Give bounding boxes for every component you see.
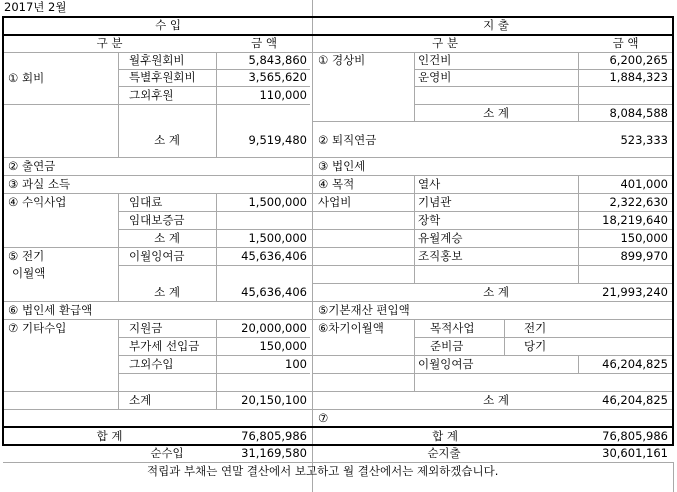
expense-period-value: 당기	[524, 339, 547, 353]
income-item-amount: 150,000	[259, 339, 307, 353]
expense-subtotal-amount: 21,993,240	[602, 285, 668, 299]
income-subtotal-amount: 9,519,480	[248, 133, 307, 147]
income-col-amount: 금 액	[251, 36, 277, 50]
net-expense-amount: 30,601,161	[602, 446, 668, 460]
expense-item-amount: 899,970	[620, 249, 668, 263]
expense-operating-label: ① 경상비	[318, 53, 366, 67]
expense-item-name: 기념관	[418, 195, 452, 209]
income-subtotal-label: 소 계	[154, 285, 180, 299]
income-subtotal-label: 소계	[129, 393, 152, 407]
income-other-label: ⑦ 기타수입	[8, 321, 67, 335]
income-interest-label: ③ 과실 소득	[8, 177, 71, 191]
expense-item-name: 인건비	[418, 53, 452, 67]
income-carryover-label: ⑤ 전기	[8, 249, 45, 263]
expense-seventh-label: ⑦	[318, 411, 329, 425]
expense-subtotal-label: 소 계	[483, 106, 509, 120]
expense-endowment-label: ⑤기본재산 편입액	[318, 303, 410, 317]
expense-subtotal-label: 소 계	[483, 393, 509, 407]
income-business-label: ④ 수익사업	[8, 195, 67, 209]
expense-col-category: 구 분	[432, 36, 458, 50]
net-expense-label: 순지출	[427, 446, 461, 460]
net-income-label: 순수입	[150, 446, 184, 460]
income-contribution-label: ② 출연금	[8, 159, 56, 173]
expense-item-name: 운영비	[418, 70, 452, 84]
income-item-name: 지원금	[129, 321, 163, 335]
income-item-amount: 5,843,860	[248, 53, 307, 67]
income-item-amount: 1,500,000	[248, 195, 307, 209]
expense-item-amount: 46,204,825	[602, 357, 668, 371]
income-item-name: 임대료	[129, 195, 163, 209]
income-tax-refund-label: ⑥ 법인세 환급액	[8, 303, 93, 317]
income-subtotal-amount: 20,150,100	[241, 393, 307, 407]
expense-period-value: 전기	[524, 321, 547, 335]
expense-corp-tax-label: ③ 법인세	[318, 159, 366, 173]
income-item-amount: 100	[285, 357, 307, 371]
expense-item-name: 목적사업	[430, 321, 475, 335]
income-item-name: 그외수입	[129, 357, 174, 371]
expense-purpose-label-2: 사업비	[318, 195, 352, 209]
expense-item-amount: 1,884,323	[609, 70, 668, 84]
net-income-amount: 31,169,580	[241, 446, 307, 460]
expense-item-amount: 6,200,265	[609, 53, 668, 67]
income-item-name: 월후원회비	[129, 53, 185, 67]
income-col-category: 구 분	[96, 36, 123, 50]
expense-item-amount: 150,000	[620, 231, 668, 245]
expense-header: 지 출	[483, 18, 509, 32]
income-item-name: 특별후원회비	[129, 70, 196, 84]
income-item-name: 그외후원	[129, 88, 174, 102]
expense-retirement-label: ② 퇴직연금	[318, 133, 377, 147]
expense-retirement-amount: 523,333	[620, 133, 668, 147]
expense-item-amount: 401,000	[620, 177, 668, 191]
income-subtotal-label: 소 계	[154, 133, 180, 147]
income-total-amount: 76,805,986	[241, 429, 307, 443]
footnote: 적립과 부채는 연말 결산에서 보고하고 월 결산에서는 제외하겠습니다.	[147, 464, 499, 478]
income-header: 수 입	[155, 18, 181, 32]
expense-item-amount: 2,322,630	[609, 195, 668, 209]
income-item-amount: 20,000,000	[241, 321, 307, 335]
expense-item-amount: 18,219,640	[602, 213, 668, 227]
expense-purpose-label: ④ 목적	[318, 177, 355, 191]
expense-item-name: 이월잉여금	[418, 357, 474, 371]
expense-item-name: 장학	[418, 213, 441, 227]
expense-col-amount: 금 액	[612, 36, 639, 50]
expense-item-name: 준비금	[430, 339, 464, 353]
expense-item-name: 열사	[418, 177, 441, 191]
expense-item-name: 유월계승	[418, 231, 463, 245]
income-carryover-label-2: 이월액	[12, 266, 46, 280]
income-item-amount: 45,636,406	[241, 249, 307, 263]
income-subtotal-amount: 1,500,000	[248, 231, 307, 245]
income-item-name: 부가세 선입금	[129, 339, 200, 353]
income-item-name: 임대보증금	[129, 213, 185, 227]
report-month-title: 2017년 2월	[4, 0, 67, 14]
expense-subtotal-label: 소 계	[483, 285, 509, 299]
income-subtotal-amount: 45,636,406	[241, 285, 307, 299]
income-subtotal-label: 소 계	[154, 231, 180, 245]
expense-total-amount: 76,805,986	[602, 429, 668, 443]
income-item-name: 이월잉여금	[129, 249, 185, 263]
income-total-label: 합 계	[96, 429, 123, 443]
expense-total-label: 합 계	[432, 429, 458, 443]
income-item-amount: 3,565,620	[248, 70, 307, 84]
expense-subtotal-amount: 8,084,588	[609, 106, 668, 120]
income-item-amount: 110,000	[259, 88, 307, 102]
income-donations-label: ① 회비	[8, 71, 45, 85]
expense-subtotal-amount: 46,204,825	[602, 393, 668, 407]
expense-carry-next-label: ⑥차기이월액	[318, 321, 384, 335]
expense-item-name: 조직홍보	[418, 249, 463, 263]
